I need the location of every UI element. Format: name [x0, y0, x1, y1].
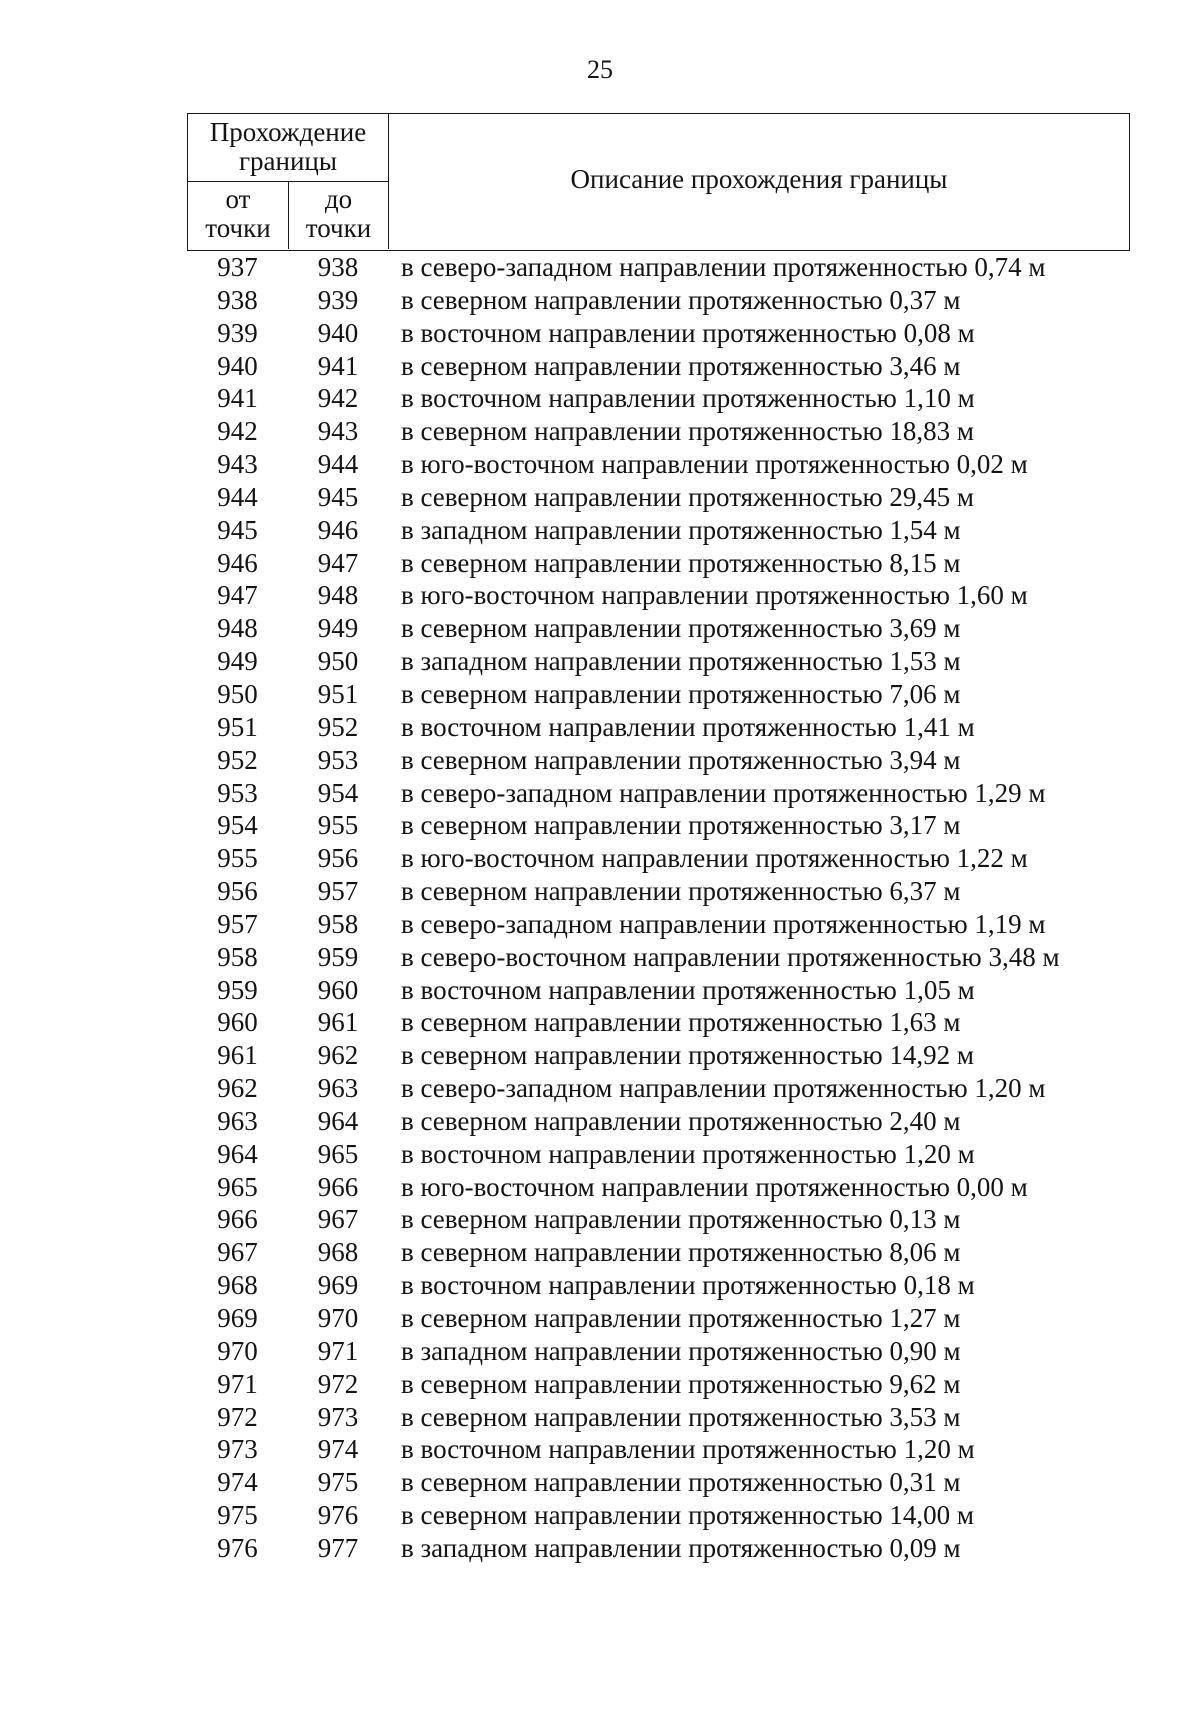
- to-point-cell: 952: [317, 711, 359, 742]
- to-point-cell: 945: [317, 481, 359, 512]
- description-cell: в северном направлении протяженностью 3,46 м: [401, 350, 961, 381]
- from-point-cell: 950: [217, 678, 258, 709]
- to-point-cell: 951: [317, 678, 359, 709]
- from-point-cell: 962: [217, 1073, 258, 1104]
- to-point-cell: 955: [317, 810, 359, 841]
- to-point-cell: 972: [317, 1368, 359, 1399]
- from-point-cell: 974: [217, 1467, 258, 1498]
- to-point-cell: 964: [317, 1105, 359, 1136]
- table-body: [187, 251, 1130, 1565]
- table-row: [187, 974, 1130, 1007]
- to-point-cell: 941: [317, 350, 359, 381]
- from-point-cell: 970: [217, 1335, 258, 1366]
- from-point-cell: 942: [217, 416, 258, 447]
- from-point-cell: 940: [217, 350, 258, 381]
- header-from-point: от точки: [188, 182, 289, 249]
- description-cell: в северном направлении протяженностью 1,27 м: [401, 1303, 961, 1333]
- description-cell: в северо-западном направлении протяженностью 0,74 м: [401, 252, 1046, 282]
- description-cell: в северном направлении протяженностью 3,94 м: [401, 744, 961, 775]
- from-point-cell: 971: [217, 1368, 258, 1399]
- description-cell: в северо-восточном направлении протяженностью 3,48 м: [401, 941, 1060, 972]
- description-cell: в северо-западном направлении протяженностью 1,19 м: [401, 908, 1046, 939]
- description-cell: в северном направлении протяженностью 0,13 м: [401, 1204, 961, 1235]
- description-cell: в западном направлении протяженностью 1,54 м: [401, 514, 961, 545]
- from-point-cell: 958: [217, 941, 258, 972]
- description-cell: в восточном направлении протяженностью 1,20 м: [401, 1138, 975, 1169]
- table-row: [187, 448, 1130, 481]
- description-cell: в юго-восточном направлении протяженностью 0,02 м: [401, 449, 1028, 480]
- from-point-cell: 963: [217, 1105, 258, 1136]
- to-point-cell: 977: [317, 1532, 359, 1563]
- from-point-cell: 954: [217, 810, 258, 841]
- table-row: [187, 317, 1130, 350]
- table-row: [187, 711, 1130, 744]
- description-cell: в северном направлении протяженностью 3,17 м: [401, 810, 961, 841]
- table-row: [187, 1203, 1130, 1236]
- table-row: [187, 842, 1130, 875]
- table-row: [187, 1401, 1130, 1434]
- from-point-cell: 944: [217, 481, 258, 512]
- table-row: [187, 1138, 1130, 1171]
- description-cell: в северном направлении протяженностью 1,63 м: [401, 1007, 961, 1038]
- description-cell: в северном направлении протяженностью 14,00 м: [401, 1500, 975, 1531]
- to-point-cell: 967: [317, 1204, 359, 1235]
- from-point-cell: 943: [217, 449, 258, 480]
- table-row: [187, 1466, 1130, 1499]
- description-cell: в северном направлении протяженностью 9,62 м: [401, 1368, 961, 1399]
- from-point-cell: 975: [217, 1500, 258, 1531]
- from-point-cell: 968: [217, 1270, 258, 1301]
- description-cell: в северном направлении протяженностью 3,53 м: [401, 1401, 961, 1432]
- description-cell: в северном направлении протяженностью 29,45 м: [401, 481, 975, 512]
- description-cell: в северном направлении протяженностью 7,06 м: [401, 678, 961, 709]
- table-row: [187, 1499, 1130, 1532]
- to-point-cell: 938: [317, 252, 359, 282]
- header-boundary-passage: Прохождение границы: [188, 114, 389, 182]
- description-cell: в восточном направлении протяженностью 1,10 м: [401, 383, 975, 414]
- to-point-cell: 956: [317, 843, 359, 874]
- table-header: [187, 113, 1130, 251]
- description-cell: в юго-восточном направлении протяженностью 1,60 м: [401, 580, 1028, 611]
- description-cell: в северном направлении протяженностью 14,92 м: [401, 1040, 975, 1071]
- to-point-cell: 957: [317, 876, 359, 907]
- description-cell: в восточном направлении протяженностью 1,20 м: [401, 1434, 975, 1465]
- description-cell: в северном направлении протяженностью 3,69 м: [401, 613, 961, 644]
- from-point-cell: 948: [217, 613, 258, 644]
- description-cell: в северном направлении протяженностью 18,83 м: [401, 416, 975, 447]
- from-point-cell: 967: [217, 1237, 258, 1268]
- to-point-cell: 968: [317, 1237, 359, 1268]
- table-row: [187, 284, 1130, 317]
- table-row: [187, 1105, 1130, 1138]
- table-row: [187, 809, 1130, 842]
- to-point-cell: 962: [317, 1040, 359, 1071]
- to-point-cell: 949: [317, 613, 359, 644]
- header-to-point: до точки: [289, 182, 389, 249]
- table-row: [187, 1006, 1130, 1039]
- from-point-cell: 965: [217, 1171, 258, 1202]
- to-point-cell: 944: [317, 449, 359, 480]
- to-point-cell: 974: [317, 1434, 359, 1465]
- from-point-cell: 946: [217, 547, 258, 578]
- description-cell: в западном направлении протяженностью 1,53 м: [401, 646, 961, 677]
- table-row: [187, 1368, 1130, 1401]
- description-cell: в западном направлении протяженностью 0,90 м: [401, 1335, 961, 1366]
- from-point-cell: 960: [217, 1007, 258, 1038]
- from-point-cell: 969: [217, 1303, 258, 1333]
- table-row: [187, 1039, 1130, 1072]
- table-row: [187, 1433, 1130, 1466]
- description-cell: в юго-восточном направлении протяженностью 1,22 м: [401, 843, 1028, 874]
- to-point-cell: 973: [317, 1401, 359, 1432]
- description-cell: в северо-западном направлении протяженностью 1,20 м: [401, 1073, 1046, 1104]
- to-point-cell: 971: [317, 1335, 359, 1366]
- to-point-cell: 965: [317, 1138, 359, 1169]
- to-point-cell: 954: [317, 777, 359, 808]
- description-cell: в восточном направлении протяженностью 0,18 м: [401, 1270, 975, 1301]
- to-point-cell: 947: [317, 547, 359, 578]
- table-row: [187, 1171, 1130, 1204]
- to-point-cell: 975: [317, 1467, 359, 1498]
- table-row: [187, 579, 1130, 612]
- to-point-cell: 953: [317, 744, 359, 775]
- from-point-cell: 961: [217, 1040, 258, 1071]
- to-point-cell: 959: [317, 941, 359, 972]
- to-point-cell: 939: [317, 284, 359, 315]
- from-point-cell: 945: [217, 514, 258, 545]
- to-point-cell: 961: [317, 1007, 359, 1038]
- to-point-cell: 976: [317, 1500, 359, 1531]
- table-row: [187, 547, 1130, 580]
- table-row: [187, 744, 1130, 777]
- from-point-cell: 951: [217, 711, 258, 742]
- table-row: [187, 1236, 1130, 1269]
- from-point-cell: 973: [217, 1434, 258, 1465]
- from-point-cell: 972: [217, 1401, 258, 1432]
- from-point-cell: 937: [217, 252, 258, 282]
- from-point-cell: 955: [217, 843, 258, 874]
- to-point-cell: 958: [317, 908, 359, 939]
- to-point-cell: 946: [317, 514, 359, 545]
- table-row: [187, 678, 1130, 711]
- from-point-cell: 939: [217, 317, 258, 348]
- table-row: [187, 941, 1130, 974]
- description-cell: в северном направлении протяженностью 2,40 м: [401, 1105, 961, 1136]
- description-cell: в северном направлении протяженностью 0,31 м: [401, 1467, 961, 1498]
- from-point-cell: 953: [217, 777, 258, 808]
- from-point-cell: 941: [217, 383, 258, 414]
- from-point-cell: 957: [217, 908, 258, 939]
- table-row: [187, 350, 1130, 383]
- table-row: [187, 415, 1130, 448]
- from-point-cell: 952: [217, 744, 258, 775]
- table-row: [187, 645, 1130, 678]
- from-point-cell: 964: [217, 1138, 258, 1169]
- description-cell: в северном направлении протяженностью 0,37 м: [401, 284, 961, 315]
- table-row: [187, 1269, 1130, 1302]
- page-number: 25: [587, 55, 613, 84]
- description-cell: в западном направлении протяженностью 0,09 м: [401, 1532, 961, 1563]
- to-point-cell: 950: [317, 646, 359, 677]
- table-row: [187, 1335, 1130, 1368]
- table-row: [187, 908, 1130, 941]
- to-point-cell: 940: [317, 317, 359, 348]
- to-point-cell: 966: [317, 1171, 359, 1202]
- to-point-cell: 948: [317, 580, 359, 611]
- table-row: [187, 612, 1130, 645]
- table-row: [187, 1072, 1130, 1105]
- from-point-cell: 959: [217, 974, 258, 1005]
- to-point-cell: 970: [317, 1303, 359, 1333]
- description-cell: в северном направлении протяженностью 6,37 м: [401, 876, 961, 907]
- table-row: [187, 1532, 1130, 1565]
- table-row: [187, 251, 1130, 284]
- description-cell: в северо-западном направлении протяженностью 1,29 м: [401, 777, 1046, 808]
- from-point-cell: 938: [217, 284, 258, 315]
- description-cell: в северном направлении протяженностью 8,15 м: [401, 547, 961, 578]
- from-point-cell: 947: [217, 580, 258, 611]
- to-point-cell: 943: [317, 416, 359, 447]
- table-row: [187, 777, 1130, 810]
- from-point-cell: 949: [217, 646, 258, 677]
- description-cell: в восточном направлении протяженностью 0,08 м: [401, 317, 975, 348]
- description-cell: в северном направлении протяженностью 8,06 м: [401, 1237, 961, 1268]
- header-description: Описание прохождения границы: [570, 163, 948, 194]
- description-cell: в восточном направлении протяженностью 1,05 м: [401, 974, 975, 1005]
- table-row: [187, 481, 1130, 514]
- table-row: [187, 875, 1130, 908]
- to-point-cell: 960: [317, 974, 359, 1005]
- table-row: [187, 1302, 1130, 1335]
- from-point-cell: 976: [217, 1532, 258, 1563]
- from-point-cell: 966: [217, 1204, 258, 1235]
- to-point-cell: 969: [317, 1270, 359, 1301]
- table-row: [187, 514, 1130, 547]
- description-cell: в восточном направлении протяженностью 1,41 м: [401, 711, 975, 742]
- table-row: [187, 382, 1130, 415]
- to-point-cell: 963: [317, 1073, 359, 1104]
- to-point-cell: 942: [317, 383, 359, 414]
- from-point-cell: 956: [217, 876, 258, 907]
- description-cell: в юго-восточном направлении протяженностью 0,00 м: [401, 1171, 1028, 1202]
